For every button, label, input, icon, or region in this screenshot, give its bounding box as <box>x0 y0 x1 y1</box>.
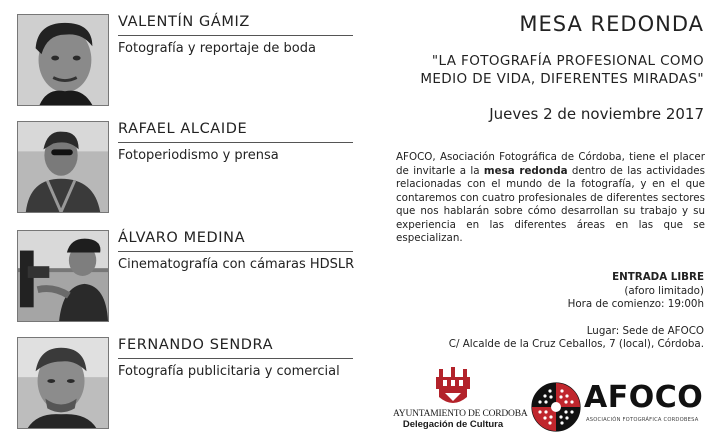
entrance-label: ENTRADA LIBRE <box>612 271 704 283</box>
divider <box>118 358 353 359</box>
subtitle-line: MEDIO DE VIDA, DIFERENTES MIRADAS" <box>420 71 704 87</box>
event-subtitle <box>374 52 704 88</box>
speaker-topic: Fotografía y reportaje de boda <box>118 41 316 56</box>
place: Lugar: Sede de AFOCO <box>586 324 704 337</box>
event-date: Jueves 2 de noviembre 2017 <box>489 105 704 123</box>
event-info <box>449 271 704 352</box>
afoco-tagline: ASOCIACIÓN FOTOGRÁFICA CORDOBESA <box>586 417 699 423</box>
ayuntamiento-name: AYUNTAMIENTO DE CORDOBA <box>393 409 528 419</box>
afoco-emblem-icon <box>531 382 581 432</box>
afoco-logo <box>531 380 706 436</box>
event-title: MESA REDONDA <box>519 12 704 36</box>
speaker-topic: Cinematografía con cámaras HDSLR <box>118 257 355 272</box>
speaker-topic: Fotografía publicitaria y comercial <box>118 364 340 379</box>
speaker-card <box>17 337 353 429</box>
speaker-topic: Fotoperiodismo y prensa <box>118 148 279 163</box>
highlight-text: mesa redonda <box>483 164 568 177</box>
speaker-name: ÁLVARO MEDINA <box>118 230 246 246</box>
speaker-card <box>17 14 353 106</box>
address: C/ Alcalde de la Cruz Ceballos, 7 (local), Córdoba. <box>448 338 704 350</box>
divider <box>118 142 353 143</box>
portrait-image <box>18 122 108 212</box>
divider <box>118 251 353 252</box>
speaker-card <box>17 121 353 213</box>
speaker-photo-alvaro <box>17 230 109 322</box>
portrait-image <box>18 15 108 105</box>
spacer <box>449 312 704 325</box>
afoco-wordmark: AFOCO <box>584 380 704 415</box>
org-name: AFOCO <box>396 151 433 163</box>
ayuntamiento-department: Delegación de Cultura <box>402 419 504 430</box>
start-time: Hora de comienzo: 19:00h <box>567 298 704 310</box>
speaker-card <box>17 230 353 322</box>
speaker-photo-valentin <box>17 14 109 106</box>
portrait-image <box>18 231 108 321</box>
speaker-photo-rafael <box>17 121 109 213</box>
subtitle-line: "LA FOTOGRAFÍA PROFESIONAL COMO <box>431 53 704 69</box>
description-paragraph <box>396 151 705 246</box>
speaker-name: VALENTÍN GÁMIZ <box>118 14 250 30</box>
speaker-name: RAFAEL ALCAIDE <box>118 121 248 137</box>
speaker-name: FERNANDO SENDRA <box>118 337 274 353</box>
ayuntamiento-logo <box>393 367 528 435</box>
description-text: , Asociación Fotográfica de Córdoba, tiene el placer de invitarle a la <box>396 151 705 177</box>
portrait-image <box>18 338 108 428</box>
crest-icon <box>433 367 473 409</box>
speaker-photo-fernando <box>17 337 109 429</box>
divider <box>118 35 353 36</box>
capacity-note: (aforo limitado) <box>624 284 704 297</box>
description-text: dentro de las actividades relacionadas con el mundo de la fotografía, y en el que contaremos con cuatro profesionales de diferentes sectores que nos hablarán sobre cómo desarrollan su trabajo y su experiencia en las diferentes áreas en las que se especializan. <box>396 164 706 244</box>
